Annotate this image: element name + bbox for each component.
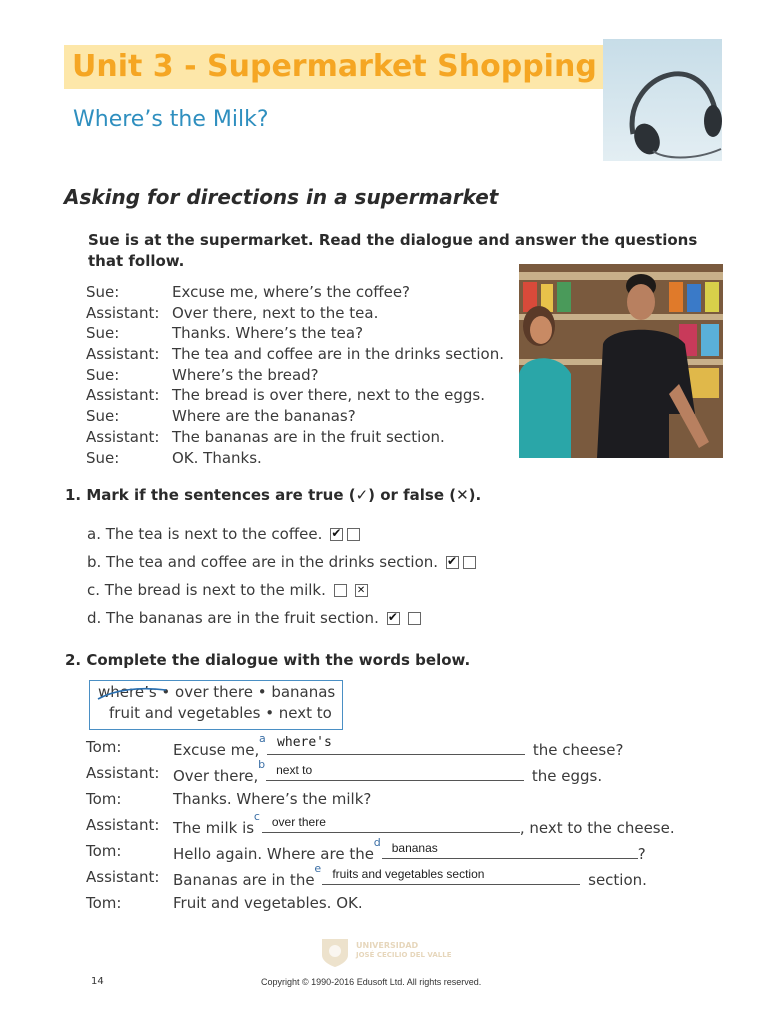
line-text: , next to the cheese.: [519, 819, 675, 837]
answer-blank-a[interactable]: [259, 732, 525, 755]
speaker: Sue:: [86, 324, 120, 343]
true-checkbox[interactable]: [446, 556, 459, 569]
line-text: The tea and coffee are in the drinks section.: [172, 345, 504, 364]
word-bank: [89, 680, 343, 730]
speaker: Assistant:: [86, 764, 160, 782]
blank-answer: over there: [271, 815, 326, 829]
page-number: 14: [91, 976, 104, 987]
word-bank-line-2: fruit and vegetables • next to: [109, 704, 332, 722]
line-text: Over there,: [173, 767, 259, 785]
supermarket-photo: [519, 264, 723, 458]
line-text: Excuse me,: [173, 741, 260, 759]
university-crest-icon: [318, 935, 352, 969]
blank-letter: a: [259, 732, 266, 745]
speaker: Tom:: [86, 894, 122, 912]
speaker: Tom:: [86, 790, 122, 808]
lesson-subtitle: Where’s the Milk?: [73, 107, 269, 132]
line-text: Over there, next to the tea.: [172, 303, 379, 322]
university-logo: [318, 935, 452, 969]
true-false-item-d: [87, 609, 421, 627]
line-text: Hello again. Where are the: [173, 845, 374, 863]
logo-text: JOSÉ CECILIO DEL VALLE: [356, 951, 452, 959]
true-false-item-b: [87, 553, 476, 571]
speaker: Tom:: [86, 842, 122, 860]
false-checkbox[interactable]: [347, 528, 360, 541]
speaker: Sue:: [86, 448, 120, 467]
line-text: Excuse me, where’s the coffee?: [172, 283, 411, 301]
blank-answer: bananas: [391, 841, 438, 855]
speaker: Assistant:: [86, 386, 160, 405]
logo-text: UNIVERSIDAD: [356, 941, 419, 950]
blank-letter: b: [258, 758, 266, 771]
speaker: Assistant:: [86, 868, 160, 886]
answer-blank-d[interactable]: [373, 836, 638, 859]
line-text: Thanks. Where’s the milk?: [173, 790, 372, 808]
item-text: c. The bread is next to the milk.: [87, 581, 326, 599]
true-checkbox[interactable]: [330, 528, 343, 541]
answer-blank-b[interactable]: [258, 758, 524, 781]
line-text: Thanks. Where’s the tea?: [172, 324, 364, 343]
speaker: Assistant:: [86, 427, 160, 446]
line-text: Where are the bananas?: [172, 407, 356, 426]
line-text: The milk is: [173, 819, 255, 837]
line-text: ?: [637, 845, 646, 863]
speaker: Sue:: [86, 365, 120, 384]
line-text: The bread is over there, next to the eggs.: [172, 386, 485, 405]
answer-blank-e[interactable]: [314, 862, 580, 885]
word-bank-line-1: where’s • over there • bananas: [98, 683, 336, 701]
speaker: Assistant:: [86, 345, 160, 364]
line-text: the cheese?: [532, 741, 624, 759]
item-text: b. The tea and coffee are in the drinks section.: [87, 553, 439, 571]
speaker: Assistant:: [86, 816, 160, 834]
true-checkbox[interactable]: [334, 584, 347, 597]
item-text: a. The tea is next to the coffee.: [87, 525, 323, 543]
speaker: Assistant:: [86, 303, 160, 322]
copyright-notice: Copyright © 1990-2016 Edusoft Ltd. All rights reserved.: [261, 977, 482, 987]
line-text: Where’s the bread?: [172, 365, 319, 384]
item-text: d. The bananas are in the fruit section.: [87, 609, 379, 627]
false-checkbox[interactable]: [463, 556, 476, 569]
speaker: Tom:: [86, 738, 122, 756]
false-checkbox[interactable]: [408, 612, 421, 625]
reading-instructions: Sue is at the supermarket. Read the dialogue and answer the questions that follow.: [88, 231, 698, 270]
hand-strike-mark: [96, 683, 168, 703]
line-text: Fruit and vegetables. OK.: [173, 894, 363, 912]
line-text: Bananas are in the: [173, 871, 315, 889]
line-text: section.: [588, 871, 647, 889]
exercise-2-heading: 2. Complete the dialogue with the words below.: [65, 651, 471, 669]
blank-answer: fruits and vegetables section: [332, 867, 485, 881]
answer-blank-c[interactable]: [253, 810, 520, 833]
speaker: Sue:: [86, 407, 120, 426]
blank-letter: c: [253, 810, 260, 823]
section-heading: Asking for directions in a supermarket: [64, 185, 499, 209]
line-text: the eggs.: [531, 767, 603, 785]
blank-answer: next to: [276, 763, 313, 777]
line-text: The bananas are in the fruit section.: [172, 427, 445, 446]
blank-letter: e: [314, 862, 322, 875]
exercise-1-heading: 1. Mark if the sentences are true (✓) or false (✕).: [65, 486, 482, 504]
true-false-item-a: [87, 525, 360, 543]
blank-letter: d: [373, 836, 381, 849]
unit-title: Unit 3 - Supermarket Shopping: [72, 49, 597, 84]
blank-answer: where's: [277, 735, 332, 750]
headphones-photo: [603, 39, 722, 161]
speaker: Sue:: [86, 283, 120, 301]
true-checkbox[interactable]: [387, 612, 400, 625]
true-false-item-c: [87, 581, 368, 599]
false-checkbox[interactable]: [355, 584, 368, 597]
line-text: OK. Thanks.: [172, 448, 262, 467]
